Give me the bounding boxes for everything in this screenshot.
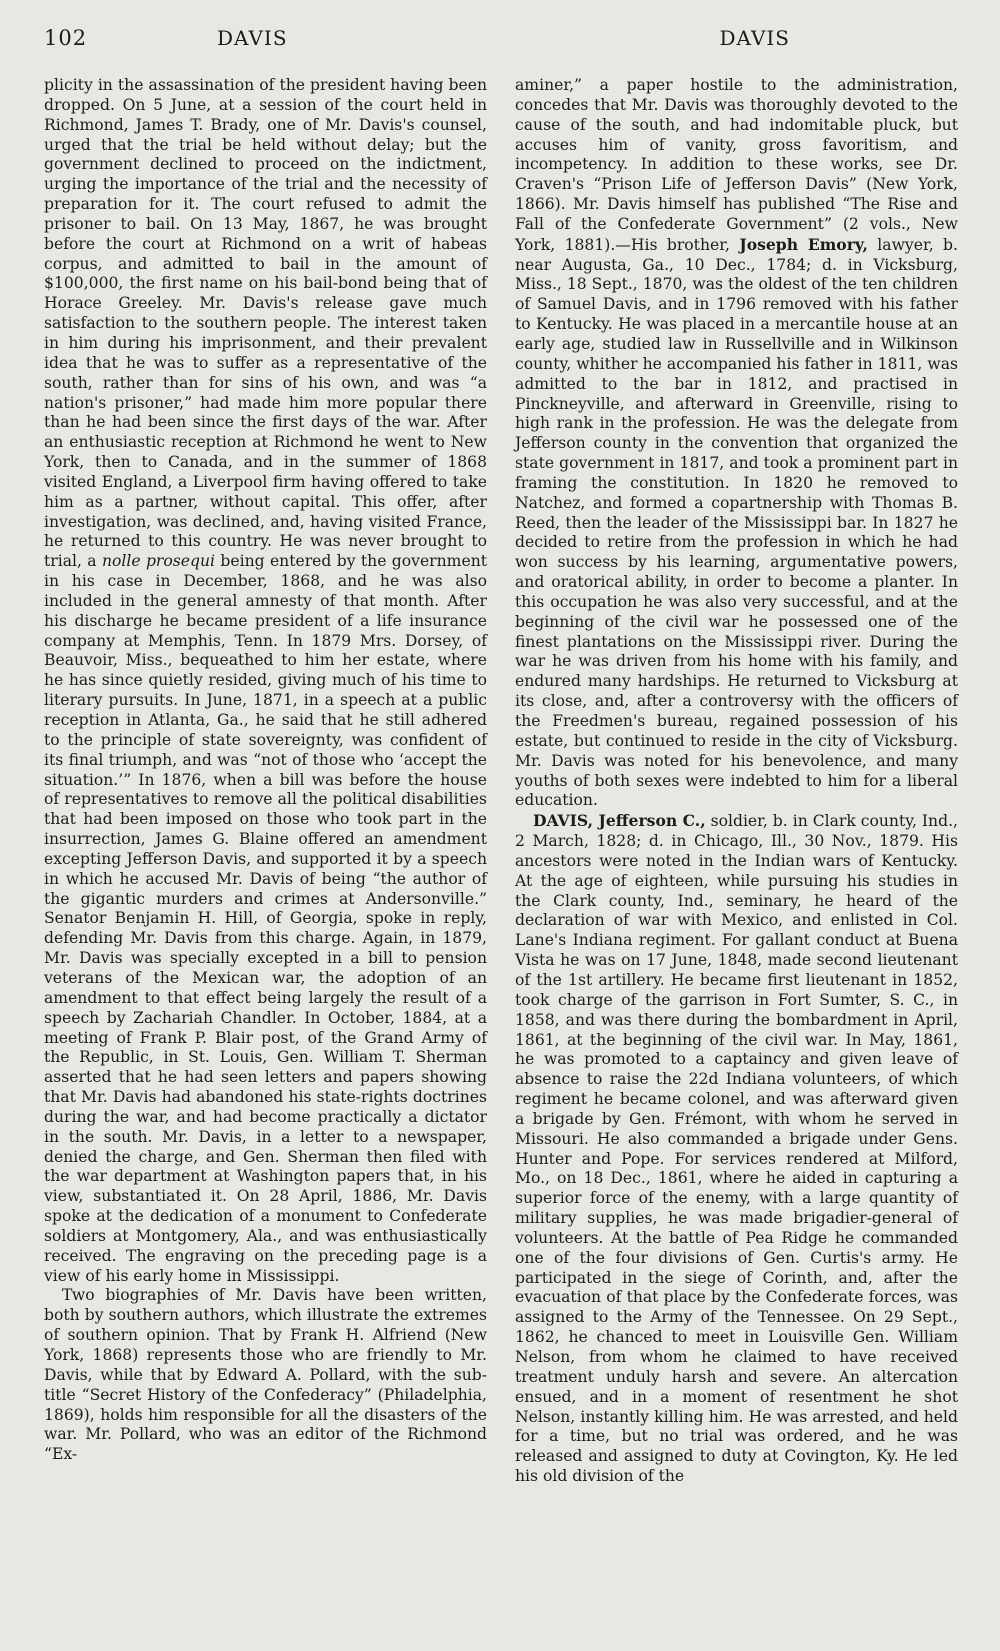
- paragraph: [44, 1286, 487, 1465]
- paragraph: [515, 811, 958, 1487]
- italic-phrase: nolle prosequi: [101, 552, 216, 571]
- paragraph-text: Two biographies of Mr. Davis have been written, both by southern authors, which illustrate the extremes of southern opinion. That by Frank H. Alfriend (New York, 1868) represents those who are friendly to Mr. Davis, while that by Edward A. Pollard, with the sub-title “Secret History of the Confederacy” (Philadelphia, 1869), holds him responsible for all the disasters of the war. Mr. Pollard, who was an editor of the Richmond “Ex-: [44, 1286, 487, 1464]
- paragraph-text: plicity in the assassination of the president having been dropped. On 5 June, at a session of the court held in Richmond, James T. Brady, one of Mr. Davis's counsel, urged that the trial be held without delay; but the government declined to proceed on the indictment, urging the importance of the trial and the necessity of preparation for it. The court refused to admit the prisoner to bail. On 13 May, 1867, he was brought before the court at Richmond on a writ of habeas corpus, and admitted to bail in the amount of $100,000, the first name on his bail-bond being that of Horace Greeley. Mr. Davis's release gave much satisfaction to the southern people. The interest taken in him during his imprisonment, and their prevalent idea that he was to suffer as a representative of the south, rather than for sins of his own, and was “a nation's prisoner,” had made him more popular there than he had been since the first days of the war. After an enthusiastic reception at Richmond he went to New York, then to Canada, and in the summer of 1868 visited England, a Liverpool firm having offered to take him as a partner, without capital. This offer, after investigation, was declined, and, having visited France, he returned to this country. He was never brought to trial, a: [44, 76, 487, 571]
- paragraph: [44, 76, 487, 1286]
- right-running-title: DAVIS: [719, 26, 790, 50]
- right-column: [515, 76, 958, 1487]
- paragraph-text: being entered by the government in his case in December, 1868, and he was also included in the general amnesty of that month. After his discharge he became president of a life insurance company at Memphis, Tenn. In 1879 Mrs. Dorsey, of Beauvoir, Miss., bequeathed to him her estate, where he has since quietly resided, giving much of his time to literary pursuits. In June, 1871, in a speech at a public reception in Atlanta, Ga., he said that he still adhered to the principle of state sovereignty, was confident of its final triumph, and was “not of those who ‘accept the situation.’” In 1876, when a bill was before the house of representatives to remove all the political disabilities that had been imposed on those who took part in the insurrection, James G. Blaine offered an amendment excepting Jefferson Davis, and supported it by a speech in which he accused Mr. Davis of being “the author of the gigantic murders and crimes at Andersonville.” Senator Benjamin H. Hill, of Georgia, spoke in reply, defending Mr. Davis from this charge. Again, in 1879, Mr. Davis was specially excepted in a bill to pension veterans of the Mexican war, the adoption of an amendment to that effect being largely the result of a speech by Zachariah Chandler. In October, 1884, at a meeting of Frank P. Blair post, of the Grand Army of the Republic, in St. Louis, Gen. William T. Sherman asserted that he had seen letters and papers showing that Mr. Davis had abandoned his state-rights doctrines during the war, and had become practically a dictator in the south. Mr. Davis, in a letter to a newspaper, denied the charge, and Gen. Sherman then filed with the war department at Washington papers that, in his view, substantiated it. On 28 April, 1886, Mr. Davis spoke at the dedication of a monument to Confederate soldiers at Montgomery, Ala., and was enthusiastically received. The engraving on the preceding page is a view of his early home in Mississippi.: [44, 552, 488, 1285]
- running-head: [44, 26, 958, 66]
- paragraph-text: lawyer, b. near Augusta, Ga., 10 Dec., 1784; d. in Vicksburg, Miss., 18 Sept., 1870, was the oldest of the ten children of Samuel Davis, and in 1796 removed with his father to Kentucky. He was placed in a mercantile house at an early age, studied law in Russellville and in Wilkinson county, whither he accompanied his father in 1811, was admitted to the bar in 1812, and practised in Pinckneyville, and afterward in Greenville, rising to high rank in the profession. He was the delegate from Jefferson county in the convention that organized the state government in 1817, and took a prominent part in framing the constitution. In 1820 he removed to Natchez, and formed a copartnership with Thomas B. Reed, then the leader of the Mississippi bar. In 1827 he decided to retire from the profession in which he had won success by his learning, argumentative powers, and oratorical ability, in order to become a planter. In this occupation he was also very successful, and at the beginning of the civil war he possessed one of the finest plantations on the Mississippi river. During the war he was driven from his home with his family, and endured many hardships. He returned to Vicksburg at its close, and, after a controversy with the officers of the Freedmen's bureau, regained possession of his estate, but continued to reside in the city of Vicksburg. Mr. Davis was noted for his benevolence, and many youths of both sexes were indebted to him for a liberal education.: [515, 235, 958, 810]
- left-column: [44, 76, 487, 1487]
- page-number: 102: [44, 26, 88, 50]
- paragraph-text: aminer,” a paper hostile to the administration, concedes that Mr. Davis was thoroughly devoted to the cause of the south, and had indomitable pluck, but accuses him of vanity, gross favoritism, and incompetency. In addition to these works, see Dr. Craven's “Prison Life of Jefferson Davis” (New York, 1866). Mr. Davis himself has published “The Rise and Fall of the Confederate Government” (2 vols., New York, 1881).—His brother,: [515, 76, 958, 254]
- left-running-title: DAVIS: [217, 26, 288, 50]
- text-columns: [44, 76, 958, 1487]
- paragraph-text: soldier, b. in Clark county, Ind., 2 March, 1828; d. in Chicago, Ill., 30 Nov., 1879. His ancestors were noted in the Indian wars of Kentucky. At the age of eighteen, while pursuing his studies in the Clark county, Ind., seminary, he heard of the declaration of war with Mexico, and enlisted in Col. Lane's Indiana regiment. For gallant conduct at Buena Vista he was on 17 June, 1848, made second lieutenant of the 1st artillery. He became first lieutenant in 1852, took charge of the garrison in Fort Sumter, S. C., in 1858, and was there during the bombardment in April, 1861, at the beginning of the civil war. In May, 1861, he was promoted to a captaincy and given leave of absence to raise the 22d Indiana volunteers, of which regiment he became colonel, and was afterward given a brigade by Gen. Frémont, with whom he served in Missouri. He also commanded a brigade under Gens. Hunter and Pope. For services rendered at Milford, Mo., on 18 Dec., 1861, where he aided in capturing a superior force of the enemy, with a large quantity of military supplies, he was made brigadier-general of volunteers. At the battle of Pea Ridge he commanded one of the four divisions of Gen. Curtis's army. He participated in the siege of Corinth, and, after the evacuation of that place by the Confederate forces, was assigned to the Army of the Tennessee. On 29 Sept., 1862, he chanced to meet in Louisville Gen. William Nelson, from whom he claimed to have received treatment unduly harsh and severe. An altercation ensued, and in a moment of resentment he shot Nelson, instantly killing him. He was arrested, and held for a time, but no trial was ordered, and he was released and assigned to duty at Covington, Ky. He led his old division of the: [515, 812, 958, 1486]
- entry-name: Joseph Emory,: [739, 234, 868, 254]
- entry-name: DAVIS, Jefferson C.,: [533, 811, 706, 831]
- paragraph: [515, 76, 958, 811]
